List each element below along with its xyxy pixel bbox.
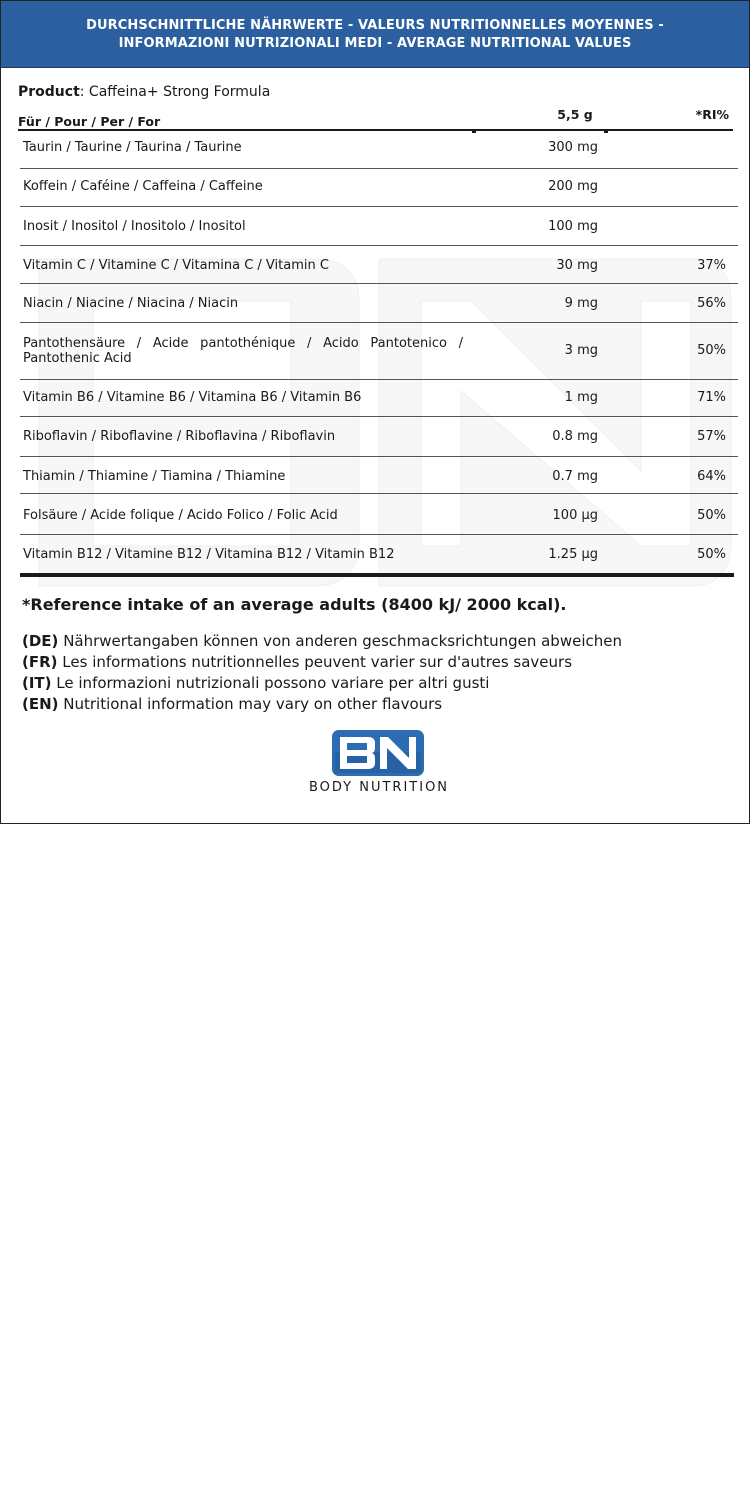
note-code: (IT)	[22, 674, 52, 692]
note-en	[22, 694, 622, 715]
note-code: (FR)	[22, 653, 58, 671]
nutrient-name: Folsäure / Acide folique / Acido Folico / Folic Acid	[23, 508, 338, 523]
table-row	[20, 417, 738, 457]
nutrient-amount: 1.25 µg	[548, 547, 598, 562]
table-row	[20, 380, 738, 417]
note-code: (DE)	[22, 632, 59, 650]
nutrient-ri: 50%	[697, 508, 726, 523]
bn-logo-icon	[332, 730, 424, 776]
table-row	[20, 284, 738, 323]
nutrient-ri: 50%	[697, 343, 726, 358]
note-it	[22, 673, 622, 694]
product-value: : Caffeina+ Strong Formula	[79, 84, 271, 100]
nutrient-name: Thiamin / Thiamine / Tiamina / Thiamine	[23, 469, 286, 484]
nutrient-amount: 0.8 mg	[552, 429, 598, 444]
table-row	[20, 169, 738, 207]
note-text: Les informations nutritionnelles peuvent varier sur d'autres saveurs	[57, 653, 573, 671]
table-row	[20, 246, 738, 284]
nutrient-amount: 300 mg	[548, 140, 598, 155]
nutrient-ri: 37%	[697, 258, 726, 273]
nutrient-amount: 30 mg	[556, 258, 598, 273]
note-code: (EN)	[22, 695, 59, 713]
product-label: Product	[18, 84, 80, 100]
nutrient-name: Niacin / Niacine / Niacina / Niacin	[23, 296, 239, 311]
column-header-serving-label: Für / Pour / Per / For	[18, 114, 161, 129]
nutrient-amount: 9 mg	[564, 296, 598, 311]
nutrient-ri: 56%	[697, 296, 726, 311]
nutrient-amount: 100 µg	[552, 508, 598, 523]
table-row	[20, 535, 738, 573]
header-line-2: INFORMAZIONI NUTRIZIONALI MEDI - AVERAGE NUTRITIONAL VALUES	[118, 36, 632, 51]
table-row	[20, 131, 738, 169]
column-header-ri: *RI%	[695, 107, 729, 122]
table-row	[20, 323, 738, 380]
note-text: Le informazioni nutrizionali possono variare per altri gusti	[51, 674, 490, 692]
nutrient-ri: 50%	[697, 547, 726, 562]
note-de	[22, 631, 622, 652]
product-line	[18, 84, 270, 100]
nutrient-name: Taurin / Taurine / Taurina / Taurine	[23, 140, 242, 155]
table-row	[20, 207, 738, 246]
nutrient-amount: 100 mg	[548, 219, 598, 234]
table-row	[20, 494, 738, 535]
column-header-amount: 5,5 g	[557, 107, 593, 122]
nutrient-name: Vitamin B12 / Vitamine B12 / Vitamina B12 / Vitamin B12	[23, 547, 395, 562]
logo-wordmark: BODY NUTRITION	[308, 780, 450, 795]
nutrient-amount: 1 mg	[564, 390, 598, 405]
nutrient-ri: 71%	[697, 390, 726, 405]
nutrient-ri: 57%	[697, 429, 726, 444]
nutrient-amount: 3 mg	[564, 343, 598, 358]
nutrient-amount: 0.7 mg	[552, 469, 598, 484]
reference-intake-note: *Reference intake of an average adults (8400 kJ/ 2000 kcal).	[22, 595, 567, 614]
body-nutrition-logo	[281, 730, 477, 796]
nutrient-name: Vitamin B6 / Vitamine B6 / Vitamina B6 / Vitamin B6	[23, 390, 362, 405]
nutrient-name: Vitamin C / Vitamine C / Vitamina C / Vitamin C	[23, 258, 329, 273]
header-line-1: DURCHSCHNITTLICHE NÄHRWERTE - VALEURS NUTRITIONNELLES MOYENNES -	[86, 18, 664, 33]
nutrient-name: Koffein / Caféine / Caffeina / Caffeine	[23, 179, 263, 194]
note-text: Nährwertangaben können von anderen geschmacksrichtungen abweichen	[58, 632, 622, 650]
note-fr	[22, 652, 622, 673]
flavour-notes	[22, 631, 622, 715]
nutrient-name: Riboflavin / Riboflavine / Riboflavina / Riboflavin	[23, 429, 336, 444]
nutrient-name: Inosit / Inositol / Inositolo / Inositol	[23, 219, 246, 234]
table-bottom-rule	[20, 573, 734, 577]
nutrient-name: Pantothensäure / Acide pantothénique / Acido Pantotenico / Pantothenic Acid	[23, 336, 463, 366]
nutrient-amount: 200 mg	[548, 179, 598, 194]
note-text: Nutritional information may vary on other flavours	[58, 695, 443, 713]
nutrient-ri: 64%	[697, 469, 726, 484]
table-row	[20, 457, 738, 494]
